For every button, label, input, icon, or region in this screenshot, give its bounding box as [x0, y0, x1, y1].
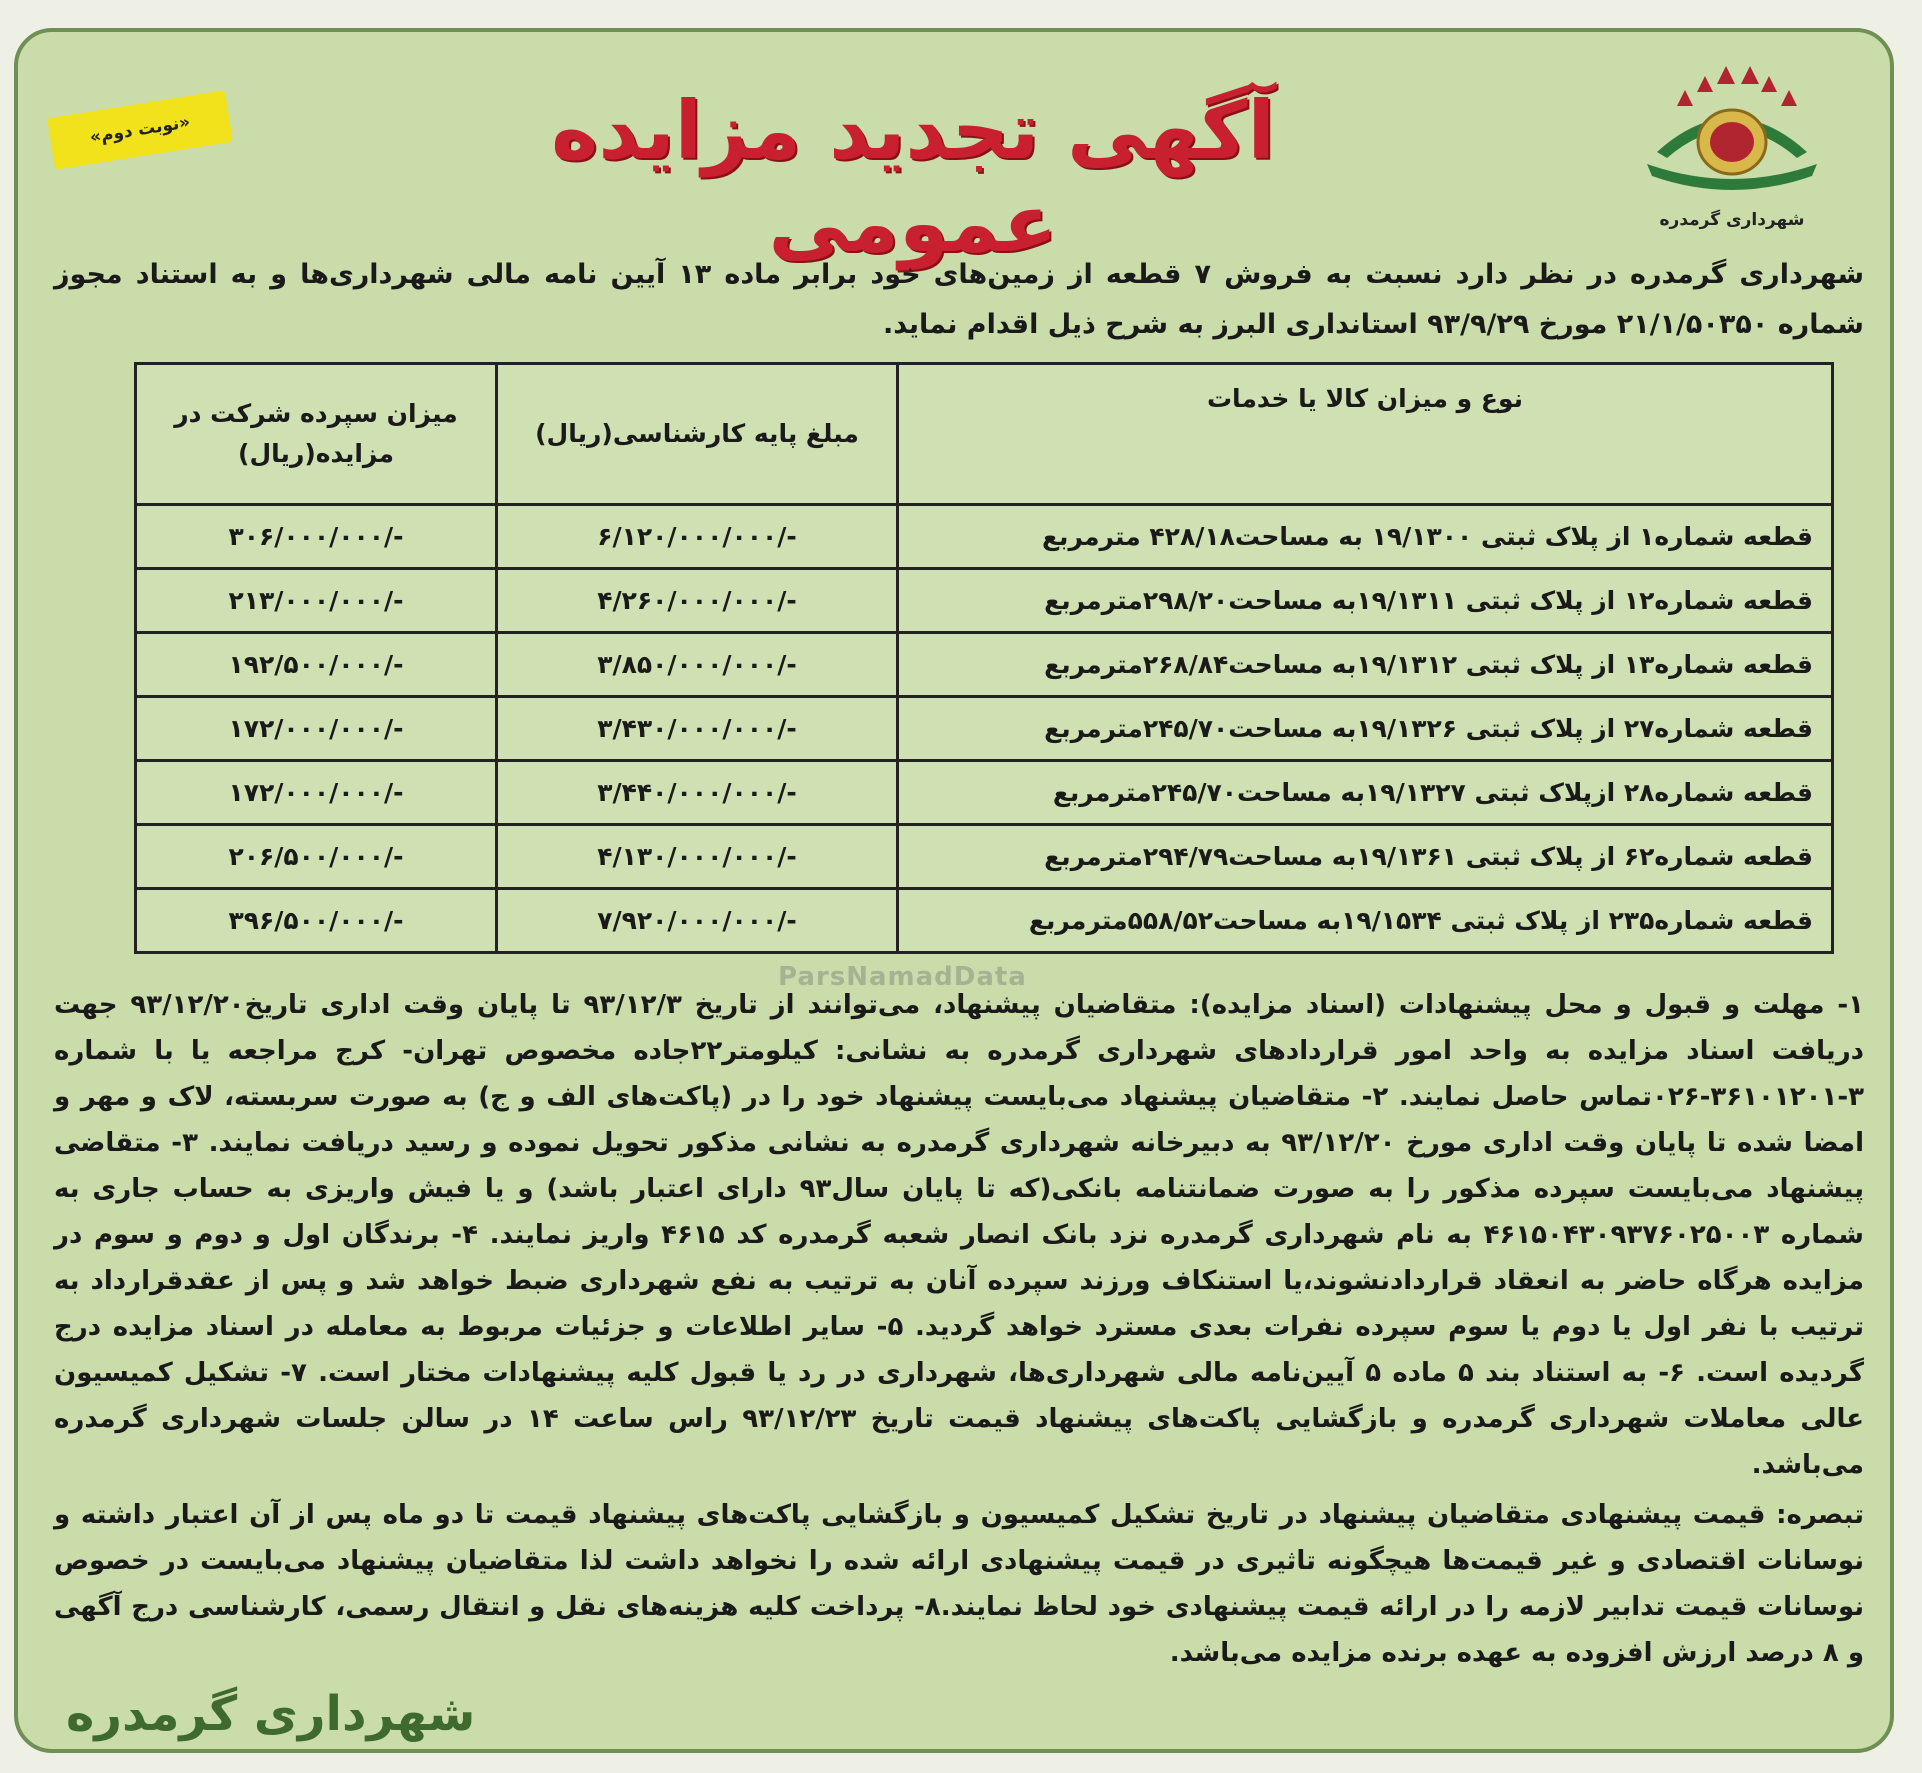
table-row [136, 697, 1833, 761]
item-base-price: ۳/۸۵۰/۰۰۰/۰۰۰/- [497, 633, 898, 697]
page-title: آگهی تجدید مزایده عمومی [551, 84, 1275, 270]
intro-paragraph: شهرداری گرمدره در نظر دارد نسبت به فروش ۷ قطعه از زمین‌های خود برابر ماده ۱۳ آیین نامه مالی شهرداری‌ها و به استناد مجوز شماره ۲۱/۱/۵۰۳۵۰ مورخ ۹۳/۹/۲۹ استانداری البرز به شرح ذیل اقدام نماید. [54, 259, 1864, 340]
item-deposit: ۳۹۶/۵۰۰/۰۰۰/- [136, 889, 497, 953]
item-base-price: ۳/۴۳۰/۰۰۰/۰۰۰/- [497, 697, 898, 761]
header-items: نوع و میزان کالا یا خدمات [898, 364, 1833, 505]
terms-paragraph: ۱- مهلت و قبول و محل پیشنهادات (اسناد مزایده): متقاضیان پیشنهاد، می‌توانند از تاریخ ۹۳/۱۲/۳ تا پایان وقت اداری تاریخ۹۳/۱۲/۲۰ جهت دریافت اسناد مزایده به واحد امور قراردادهای شهرداری گرمدره به نشانی: کیلومتر۲۲جاده مخصوص تهران- کرج مراجعه یا با شماره ۳-۳۶۱۰۱۲۰۱-۰۲۶تماس حاصل نمایند. ۲- متقاضیان پیشنهاد می‌بایست پیشنهاد خود را در (پاکت‌های الف و ج) به صورت سربسته، لاک و مهر و امضا شده تا پایان وقت اداری مورخ ۹۳/۱۲/۲۰ به دبیرخانه شهرداری گرمدره به نشانی مذکور تحویل نموده و رسید دریافت نمایند. ۳- متقاضی پیشنهاد می‌بایست سپرده مذکور را به صورت ضمانتنامه بانکی(که تا پایان سال۹۳ دارای اعتبار باشد) و یا فیش واریزی به حساب جاری به شماره ۴۶۱۵۰۴۳۰۹۳۷۶۰۲۵۰۰۳ به نام شهرداری گرمدره نزد بانک انصار شعبه گرمدره کد ۴۶۱۵ واریز نمایند. ۴- برندگان اول و دوم و سوم در مزایده هرگاه حاضر به انعقاد قراردادنشوند،یا استنکاف ورزند سپرده آنان به ترتیب به نفع شهرداری ضبط خواهد شد و پس از عقدقرارداد به ترتیب با نفر اول یا دوم یا سوم سپرده نفرات بعدی مسترد خواهد گردید. ۵- سایر اطلاعات و جزئیات مربوط به معامله در اسناد مزایده درج گردیده است. ۶- به استناد بند ۵ ماده ۵ آیین‌نامه مالی شهرداری‌ها، شهرداری در رد یا قبول کلیه پیشنهادات مختار است. ۷- تشکیل کمیسیون عالی معاملات شهرداری گرمدره و بازگشایی پاکت‌های پیشنهاد قیمت تاریخ ۹۳/۱۲/۲۳ راس ساعت ۱۴ در سالن جلسات شهرداری گرمدره می‌باشد. [54, 990, 1865, 1480]
logo-caption: شهرداری گرمدره [1659, 210, 1805, 230]
signature: شهرداری گرمدره [66, 1686, 476, 1742]
watermark: ParsNamadData [778, 962, 1027, 992]
item-description: قطعه شماره۶۲ از پلاک ثبتی ۱۹/۱۳۶۱به مساحت۲۹۴/۷۹مترمربع [898, 825, 1833, 889]
item-base-price: ۴/۲۶۰/۰۰۰/۰۰۰/- [497, 569, 898, 633]
table-header-row [136, 364, 1833, 505]
round-badge: «نوبت دوم» [47, 90, 233, 170]
table-row [136, 761, 1833, 825]
note-paragraph: تبصره: قیمت پیشنهادی متقاضیان پیشنهاد در تاریخ تشکیل کمیسیون و بازگشایی پاکت‌های پیشنهاد قیمت تا دو ماه پس از آن اعتبار داشته و نوسانات اقتصادی و غیر قیمت‌ها هیچگونه تاثیری در قیمت پیشنهادی ارائه شده را نخواهد داشت لذا متقاضیان پیشنهاد می‌بایست در خصوص نوسانات قیمت تدابیر لازمه را در ارائه قیمت پیشنهادی خود لحاظ نمایند.۸- پرداخت کلیه هزینه‌های نقل و انتقال رسمی، کارشناسی درج آگهی و ۸ درصد ارزش افزوده به عهده برنده مزایده می‌باشد. [54, 1500, 1865, 1668]
item-description: قطعه شماره۱ از پلاک ثبتی ۱۹/۱۳۰۰ به مساحت۴۲۸/۱۸ مترمربع [898, 505, 1833, 569]
table-row [136, 889, 1833, 953]
item-deposit: ۲۰۶/۵۰۰/۰۰۰/- [136, 825, 497, 889]
table-row [136, 569, 1833, 633]
item-description: قطعه شماره۱۳ از پلاک ثبتی ۱۹/۱۳۱۲به مساحت۲۶۸/۸۴مترمربع [898, 633, 1833, 697]
item-deposit: ۱۷۲/۰۰۰/۰۰۰/- [136, 697, 497, 761]
header-base-price: مبلغ پایه کارشناسی(ریال) [497, 364, 898, 505]
item-deposit: ۱۹۲/۵۰۰/۰۰۰/- [136, 633, 497, 697]
advertisement-card [14, 28, 1894, 1753]
header-deposit: میزان سپرده شرکت در مزایده(ریال) [136, 364, 497, 505]
item-base-price: ۳/۴۴۰/۰۰۰/۰۰۰/- [497, 761, 898, 825]
municipality-logo [1632, 54, 1832, 244]
item-base-price: ۷/۹۲۰/۰۰۰/۰۰۰/- [497, 889, 898, 953]
item-deposit: ۲۱۳/۰۰۰/۰۰۰/- [136, 569, 497, 633]
item-base-price: ۶/۱۲۰/۰۰۰/۰۰۰/- [497, 505, 898, 569]
item-description: قطعه شماره۲۸ ازپلاک ثبتی ۱۹/۱۳۲۷به مساحت۲۴۵/۷۰مترمربع [898, 761, 1833, 825]
item-description: قطعه شماره۲۷ از پلاک ثبتی ۱۹/۱۳۲۶به مساحت۲۴۵/۷۰مترمربع [898, 697, 1833, 761]
item-description: قطعه شماره۲۳۵ از پلاک ثبتی ۱۹/۱۵۳۴به مساحت۵۵۸/۵۲مترمربع [898, 889, 1833, 953]
item-deposit: ۱۷۲/۰۰۰/۰۰۰/- [136, 761, 497, 825]
table-row [136, 825, 1833, 889]
table-row [136, 505, 1833, 569]
table-row [136, 633, 1833, 697]
garmdareh-emblem-icon [1637, 54, 1827, 204]
item-description: قطعه شماره۱۲ از پلاک ثبتی ۱۹/۱۳۱۱به مساحت۲۹۸/۲۰مترمربع [898, 569, 1833, 633]
item-deposit: ۳۰۶/۰۰۰/۰۰۰/- [136, 505, 497, 569]
item-base-price: ۴/۱۳۰/۰۰۰/۰۰۰/- [497, 825, 898, 889]
terms-section [54, 982, 1864, 1676]
auction-items-table [134, 362, 1834, 954]
